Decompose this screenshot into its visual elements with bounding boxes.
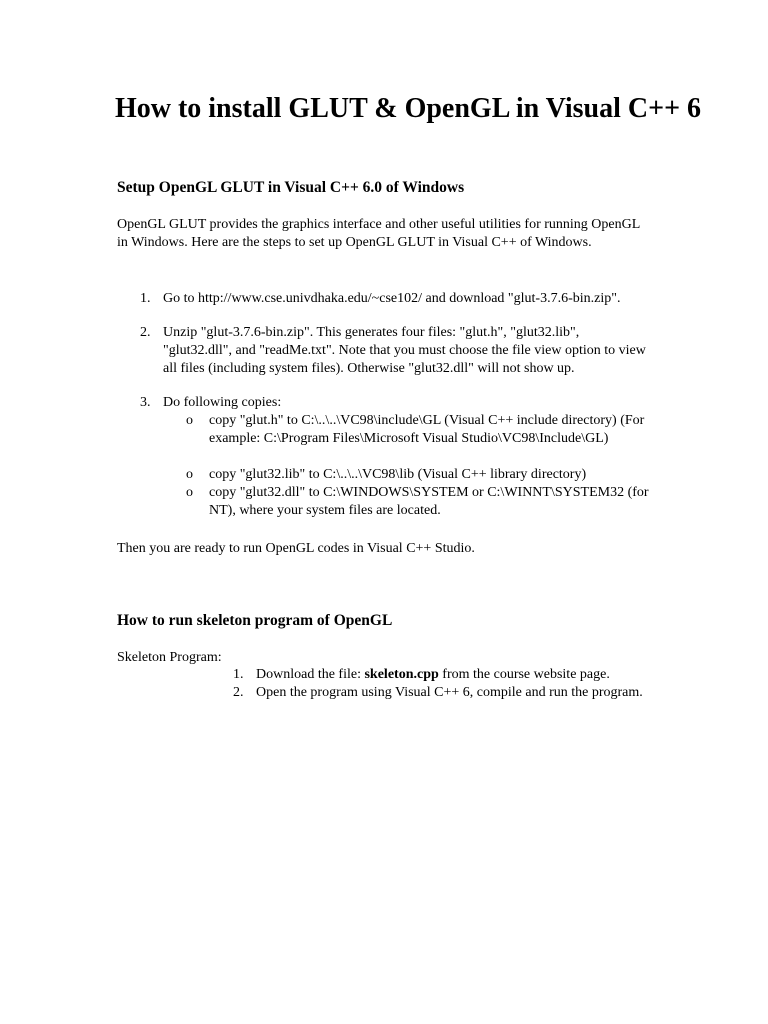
- sub-list-item-text: copy "glut32.lib" to C:\..\..\VC98\lib (Visual C++ library directory): [209, 467, 587, 482]
- skeleton-filename: skeleton.cpp: [364, 667, 439, 682]
- intro-paragraph: OpenGL GLUT provides the graphics interface and other useful utilities for running OpenGL in Windows. Here are the steps to set up OpenGL GLUT in Visual C++ of Windows.: [117, 217, 640, 250]
- section-heading-skeleton: How to run skeleton program of OpenGL: [117, 612, 393, 629]
- skeleton-label: Skeleton Program:: [117, 650, 222, 665]
- list-number: 1.: [233, 667, 244, 682]
- sub-list-item: [186, 484, 656, 520]
- list-item-text-suffix: from the course website page.: [438, 667, 610, 682]
- section-heading-setup: Setup OpenGL GLUT in Visual C++ 6.0 of Windows: [117, 179, 465, 196]
- sub-list-item-text: copy "glut.h" to C:\..\..\VC98\include\GL (Visual C++ include directory) (For example: C:\Program Files\Microsoft Visual Studio\VC98\Include\GL): [209, 413, 645, 446]
- list-item: [140, 324, 650, 378]
- list-item-text: Open the program using Visual C++ 6, compile and run the program.: [256, 685, 643, 700]
- closing-paragraph: Then you are ready to run OpenGL codes in Visual C++ Studio.: [117, 541, 475, 556]
- bullet-marker: o: [186, 413, 193, 428]
- bullet-marker: o: [186, 485, 193, 500]
- sub-list-item: [186, 466, 656, 484]
- list-item-text: Go to http://www.cse.univdhaka.edu/~cse102/ and download "glut-3.7.6-bin.zip".: [163, 291, 621, 306]
- list-item: [233, 684, 653, 702]
- sub-list-item-text: copy "glut32.dll" to C:\WINDOWS\SYSTEM or C:\WINNT\SYSTEM32 (for NT), where your system files are located.: [209, 485, 649, 518]
- bullet-marker: o: [186, 467, 193, 482]
- list-number: 2.: [233, 685, 244, 700]
- list-item-text: [256, 666, 653, 684]
- list-number: 3.: [140, 395, 151, 410]
- sub-list-item: [186, 412, 656, 448]
- list-item: [233, 666, 653, 684]
- list-item: [140, 394, 650, 412]
- document-title: How to install GLUT & OpenGL in Visual C++ 6: [114, 93, 702, 124]
- list-item-text: Do following copies:: [163, 395, 282, 410]
- list-item: [140, 290, 646, 308]
- list-item-text-prefix: Download the file:: [256, 667, 365, 682]
- list-item-text: Unzip "glut-3.7.6-bin.zip". This generates four files: "glut.h", "glut32.lib", "glut32.dll", and "readMe.txt". Note that you must choose the file view option to view all files (including system files). Otherwise "glut32.dll" will not show up.: [163, 325, 646, 376]
- list-number: 1.: [140, 291, 151, 306]
- list-number: 2.: [140, 325, 151, 340]
